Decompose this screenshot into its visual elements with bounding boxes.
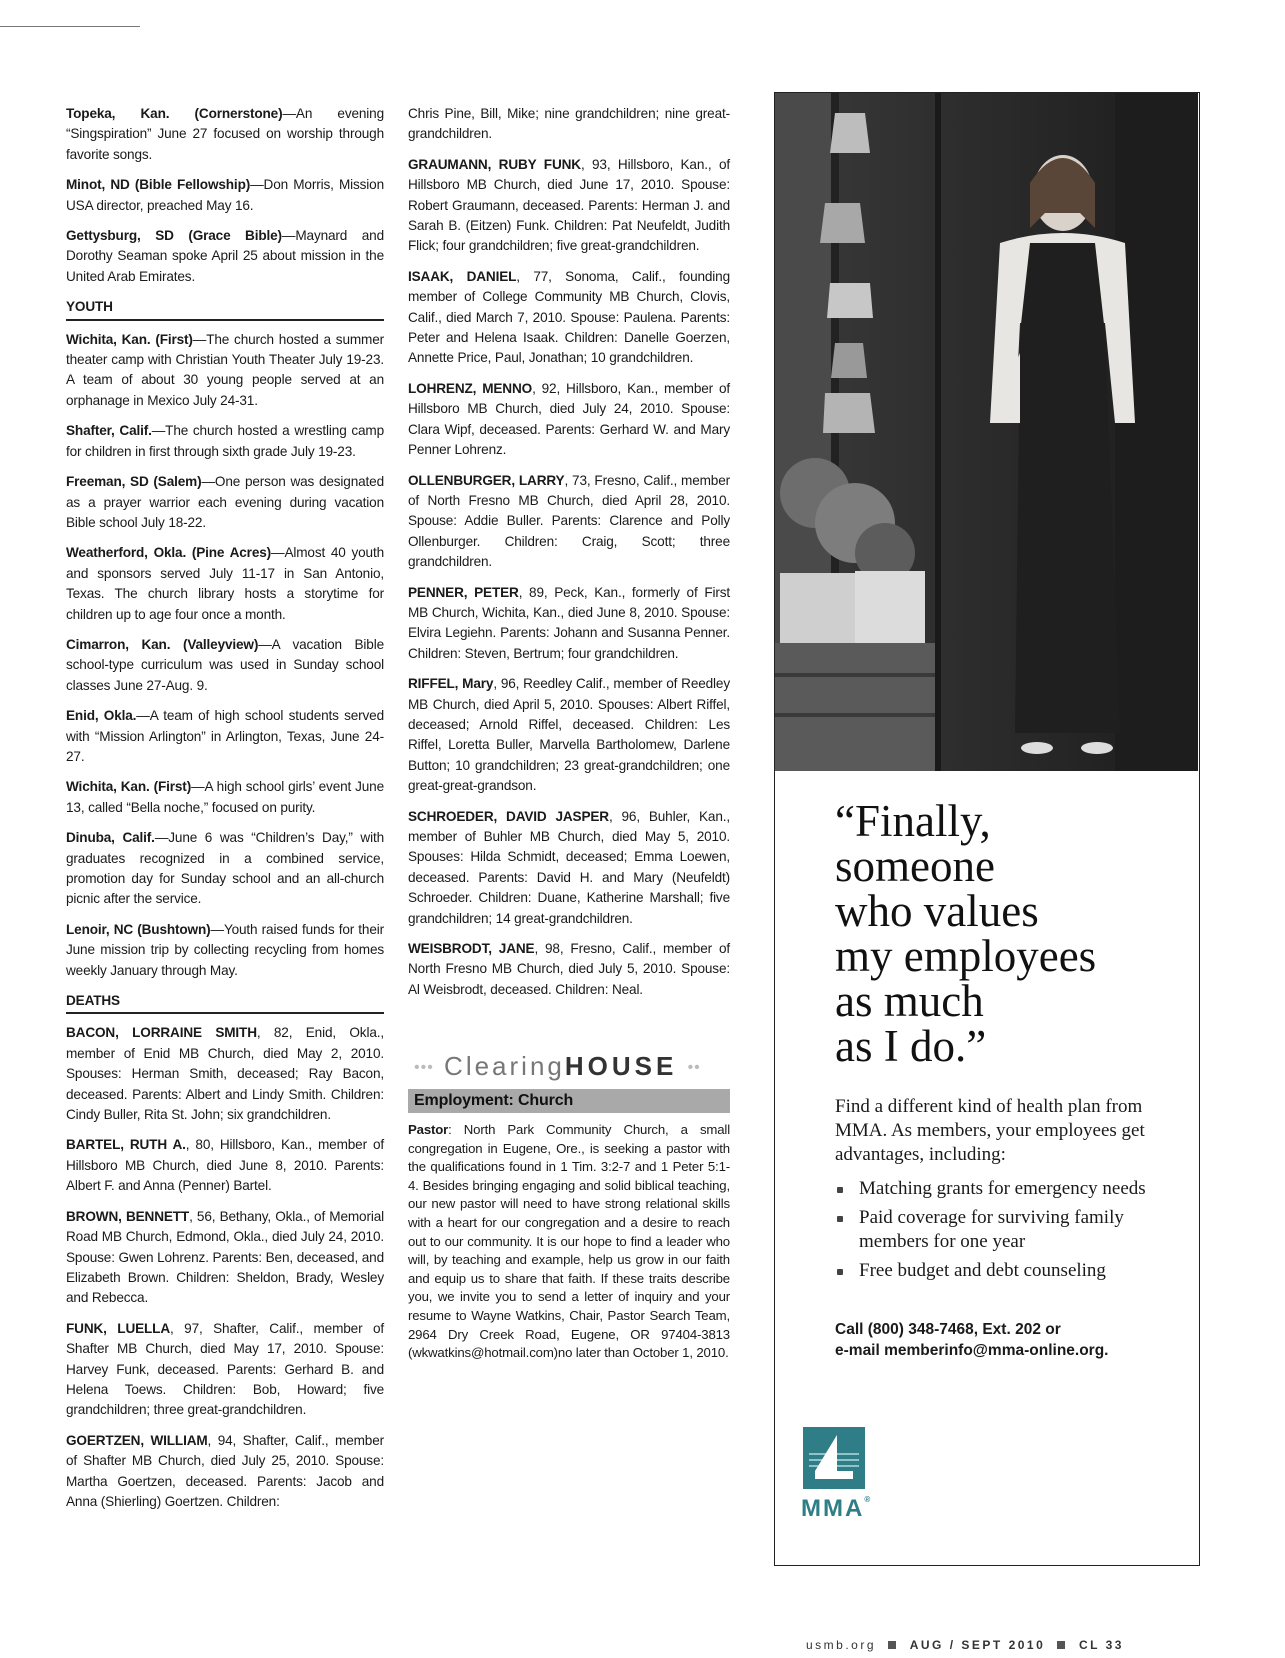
obituary (66, 1023, 384, 1125)
mma-wordmark-text: MMA (801, 1495, 865, 1522)
news-item (66, 472, 384, 533)
item-lead: Lenoir, NC (Bushtown) (66, 921, 211, 937)
obituary-name: WEISBRODT, JANE (408, 941, 535, 957)
ad-benefits-list (835, 1177, 1185, 1288)
obituary-text: , 92, Hillsboro, Kan., member of Hillsboro MB Church, died July 24, 2010. Spouse: Clara Wipf, deceased. Parents: Gerhard W. and Mary Penner Lohrenz. (408, 380, 730, 458)
item-text: —A high school girls’ event June 13, called “Bella noche,” focused on purity. (66, 779, 384, 815)
woman-in-apron-photo (775, 93, 1198, 771)
item-lead: Gettysburg, SD (Grace Bible) (66, 228, 282, 244)
obituary-text: , 80, Hillsboro, Kan., member of Hillsboro MB Church, died June 8, 2010. Parents: Albert F. and Anna (Penner) Bartel. (66, 1137, 384, 1194)
obituary (408, 674, 730, 796)
clearinghouse-logo (414, 1051, 730, 1082)
obituary-name: FUNK, LUELLA (66, 1320, 171, 1336)
item-lead: Topeka, Kan. (Cornerstone) (66, 106, 283, 121)
obituary (408, 471, 730, 573)
square-bullet-icon (888, 1641, 896, 1649)
obituary-text: , 98, Fresno, Calif., member of North Fresno MB Church, died July 5, 2010. Spouse: Al Weisbrodt, deceased. Children: Neal. (408, 941, 730, 997)
obituary-text: , 56, Bethany, Okla., of Memorial Road MB Church, Edmond, Okla., died July 24, 2010. Spouse: Gwen Lohrenz. Parents: Ben, deceased, and Elizabeth Brown. Children: Sheldon, Brady, Wesley and Rebecca. (66, 1208, 384, 1306)
benefit-item (835, 1206, 1185, 1254)
item-lead: Wichita, Kan. (First) (66, 331, 193, 347)
column-left (66, 104, 384, 1522)
bullet-icon (837, 1216, 843, 1222)
item-text: —June 6 was “Children’s Day,” with graduates recognized in a combined service, promotion day for Sunday school and an all-church picnic after the service. (66, 830, 384, 907)
item-text: —One person was designated as a prayer warrior each evening during vacation Bible school July 18-22. (66, 474, 384, 530)
job-title: Pastor (408, 1121, 449, 1137)
bullet-icon (837, 1187, 843, 1193)
news-item (66, 543, 384, 625)
headline-line: someone (835, 841, 995, 891)
item-text: —Youth raised funds for their June mission trip by collecting recycling from homes weekly January through May. (66, 921, 384, 978)
page-footer (806, 1638, 1124, 1652)
obituary-name: BROWN, BENNETT (66, 1208, 190, 1224)
news-item (66, 635, 384, 696)
item-text: —Almost 40 youth and sponsors served July 11-17 in San Antonio, Texas. The church library hosts a storytime for children up to age four once a month. (66, 545, 385, 622)
headline-line: as I do.” (835, 1021, 987, 1071)
benefit-text: Free budget and debt counseling (859, 1260, 1106, 1281)
news-item (66, 330, 384, 412)
item-text: —A vacation Bible school-type curriculum was used in Sunday school classes June 27-Aug. 9. (66, 636, 384, 693)
news-item (66, 828, 384, 910)
news-item (66, 226, 384, 287)
employment-heading: Employment: Church (408, 1089, 730, 1113)
news-item (66, 104, 384, 165)
obituary-text: , 73, Fresno, Calif., member of North Fresno MB Church, died April 28, 2010. Spouse: Addie Buller. Parents: Clarence and Polly Ollenburger. Children: Craig, Scott; three grandchildren. (408, 472, 730, 570)
obituary-name: GRAUMANN, RUBY FUNK (408, 156, 581, 172)
youth-heading: YOUTH (66, 297, 384, 320)
obituary-text: , 77, Sonoma, Calif., founding member of College Community MB Church, Clovis, Calif., died March 7, 2010. Spouse: Paulena. Parents: Peter and Helena Isaak. Children: Danelle Goerzen, Annette Price, Paul, Jonathan; 10 grandchildren. (408, 268, 730, 366)
item-text: —The church hosted a wrestling camp for children in first through sixth grade July 19-23. (66, 423, 384, 459)
item-lead: Enid, Okla. (66, 708, 137, 724)
item-text: —An evening “Singspiration” June 27 focused on worship through favorite songs. (66, 106, 384, 162)
item-text: —A team of high school students served with “Mission Arlington” in Arlington, Texas, June 24-27. (66, 708, 384, 764)
job-text: : North Park Community Church, a small congregation in Eugene, Ore., is seeking a pastor with the qualifications found in 1 Tim. 3:2-7 and 1 Peter 5:1-4. Besides bringing engaging and solid biblical teaching, our new pastor will need to have strong relational skills with a heart for our congregation and a desire to reach out to our community. It is our hope to find a leader who will, by teaching and example, help us grow in our faith and equip us to share that faith. If these traits describe you, we invite you to send a letter of inquiry and your resume to Wayne Watkins, Chair, Pastor Search Team, 2964 Dry Creek Road, Eugene, OR 97404-3813 (wkwatkins@hotmail.com)no later than October 1, 2010. (408, 1121, 730, 1361)
obituary (408, 583, 730, 665)
headline-line: my employees (835, 931, 1097, 981)
obituary-name: LOHRENZ, MENNO (408, 380, 533, 396)
obituary-text: , 89, Peck, Kan., formerly of First MB Church, Wichita, Kan., died June 8, 2010. Spouse: Elvira Legiehn. Parents: Johann and Susanna Penner. Children: Steven, Bertrum; four grandchildren. (408, 584, 730, 661)
footer-site: usmb.org (806, 1638, 877, 1652)
obituary (408, 155, 730, 257)
item-lead: Wichita, Kan. (First) (66, 779, 192, 795)
benefit-text: Paid coverage for surviving family members for one year (859, 1207, 1124, 1252)
obituary-name: SCHROEDER, DAVID JASPER (408, 808, 609, 824)
obituary-text: , 82, Enid, Okla., member of Enid MB Church, died May 2, 2010. Spouses: Herman Smith, deceased; Ray Bacon, deceased. Parents: Albert and Lindy Smith. Children: Cindy Buller, Rita St. John; six grandchildren. (66, 1025, 384, 1123)
item-lead: Weatherford, Okla. (Pine Acres) (66, 545, 272, 561)
headline-line: as much (835, 976, 984, 1026)
obituary-continued: Chris Pine, Bill, Mike; nine grandchildren; nine great-grandchildren. (408, 106, 730, 142)
ad-headline (835, 796, 1097, 1071)
headline-line: “Finally, (835, 796, 991, 846)
mma-logo-icon (803, 1427, 865, 1489)
obituary-text: , 97, Shafter, Calif., member of Shafter MB Church, died May 17, 2010. Spouse: Harvey Funk, deceased. Parents: Gerhard B. and Helena Toews. Children: Bob, Howard; five grandchildren; three great-grandchildren. (66, 1320, 384, 1418)
footer-page-number: CL 33 (1078, 1638, 1124, 1652)
dots-right-icon: •• (687, 1059, 701, 1077)
deaths-heading: DEATHS (66, 991, 384, 1014)
item-text: —The church hosted a summer theater camp with Christian Youth Theater July 19-23. A team of about 30 young people served at an orphanage in Mexico July 24-31. (66, 331, 384, 408)
ad-photo (775, 93, 1198, 771)
benefit-item (835, 1177, 1185, 1201)
dots-left-icon: ••• (414, 1059, 434, 1077)
top-rule (0, 26, 140, 27)
obituary (66, 1135, 384, 1196)
mma-logo-mark (803, 1427, 865, 1489)
obituary-text: , 96, Reedley Calif., member of Reedley MB Church, died April 5, 2010. Spouses: Albert Riffel, deceased; Arnold Riffel, deceased. Children: Les Riffel, Loretta Buller, Marvella Bartholomew, Darlene Button; 10 grandchildren; 23 great-grandchildren; one great-great-grandson. (408, 676, 730, 794)
news-item (66, 175, 384, 216)
item-lead: Dinuba, Calif. (66, 830, 155, 846)
obituary-name: OLLENBURGER, LARRY (408, 472, 565, 488)
registered-mark: ® (864, 1495, 871, 1504)
bullet-icon (837, 1269, 843, 1275)
obituary (66, 1431, 384, 1513)
item-text: —Maynard and Dorothy Seaman spoke April 25 about mission in the United Arab Emirates. (66, 228, 384, 284)
obituary (66, 1207, 384, 1309)
obituary (408, 807, 730, 929)
news-item (66, 706, 384, 767)
news-item (66, 421, 384, 462)
obituary (408, 267, 730, 369)
obituary-name: BACON, LORRAINE SMITH (66, 1025, 257, 1041)
item-lead: Shafter, Calif. (66, 423, 152, 439)
headline-line: who values (835, 886, 1039, 936)
obituary-text: , 93, Hillsboro, Kan., of Hillsboro MB Church, died June 17, 2010. Spouse: Robert Graumann, deceased. Parents: Herman J. and Sarah B. (Eitzen) Funk. Children: Pat Neufeldt, Judith Flick; four grandchildren; five great-grandchildren. (408, 156, 730, 254)
footer-issue: AUG / SEPT 2010 (909, 1638, 1046, 1652)
contact-email: e-mail memberinfo@mma-online.org. (835, 1342, 1109, 1359)
obituary-name: ISAAK, DANIEL (408, 268, 517, 284)
obituary-name: BARTEL, RUTH A. (66, 1137, 186, 1153)
house-word: HOUSE (564, 1051, 678, 1082)
obituary-name: RIFFEL, Mary (408, 676, 494, 692)
obituary (408, 939, 730, 1000)
benefit-item (835, 1259, 1185, 1283)
column-middle (408, 104, 730, 1373)
obituary-text: , 96, Buhler, Kan., member of Buhler MB Church, died May 5, 2010. Spouses: Hilda Schmidt, deceased; Emma Loewen, deceased. Parents: David H. and Mary (Neufeldt) Schroeder. Children: Duane, Katherine Marshall; five grandchildren; 14 great-grandchildren. (408, 808, 731, 926)
obituary (66, 1319, 384, 1421)
item-lead: Cimarron, Kan. (Valleyview) (66, 636, 259, 652)
news-item (66, 777, 384, 818)
item-text: —Don Morris, Mission USA director, preached May 16. (66, 177, 384, 213)
obituary-name: PENNER, PETER (408, 584, 519, 600)
contact-phone: Call (800) 348-7468, Ext. 202 or (835, 1321, 1061, 1338)
ad-contact (835, 1319, 1109, 1361)
obituary-text: , 94, Shafter, Calif., member of Shafter MB Church, died July 25, 2010. Spouse: Martha Goertzen, deceased. Parents: Jacob and Anna (Shierling) Goertzen. Children: (66, 1432, 384, 1509)
ad-lead-text: Find a different kind of health plan from MMA. As members, your employees get advantages, including: (835, 1096, 1145, 1165)
obituary (408, 379, 730, 461)
item-lead: Freeman, SD (Salem) (66, 474, 202, 490)
item-lead: Minot, ND (Bible Fellowship) (66, 177, 251, 193)
job-listing (408, 1121, 730, 1363)
square-bullet-icon (1057, 1641, 1065, 1649)
news-item (66, 920, 384, 981)
mma-wordmark (801, 1495, 870, 1523)
benefit-text: Matching grants for emergency needs (859, 1178, 1146, 1199)
clearing-word: Clearing (444, 1051, 565, 1082)
mma-advertisement (774, 92, 1200, 1566)
obituary-name: GOERTZEN, WILLIAM (66, 1432, 208, 1448)
